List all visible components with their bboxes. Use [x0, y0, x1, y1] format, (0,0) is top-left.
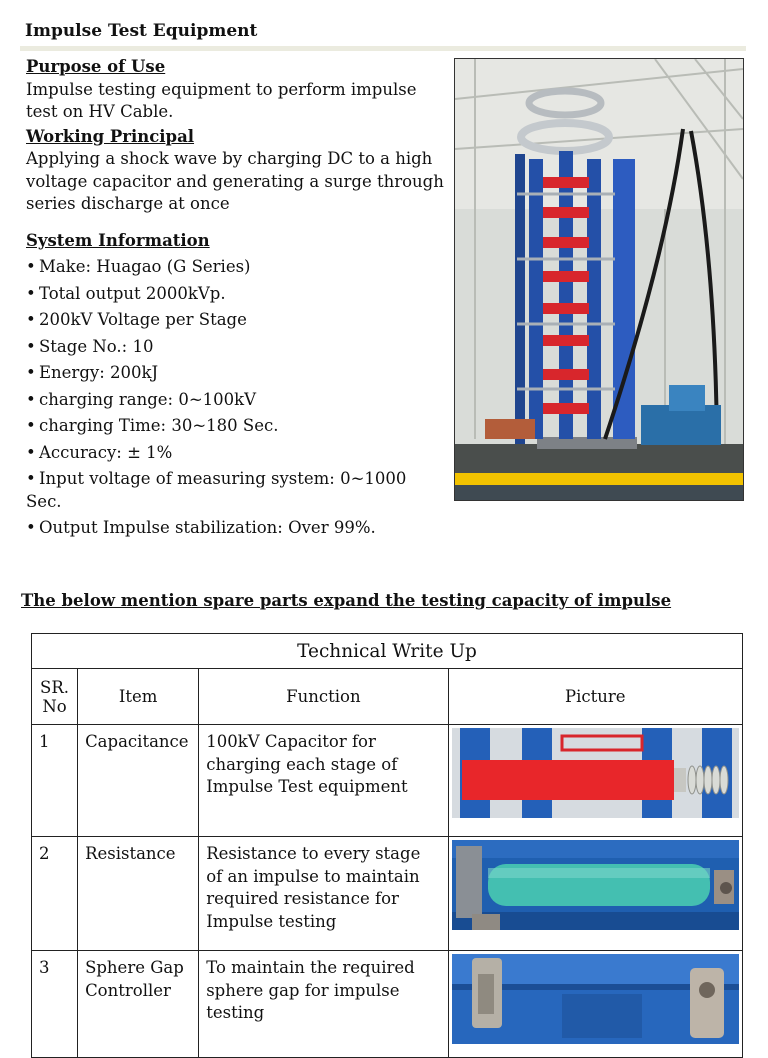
impulse-generator-photo: [454, 58, 744, 501]
table-row: [32, 837, 743, 951]
header-sr: SR. No: [32, 669, 78, 725]
purpose-heading: Purpose of Use: [26, 57, 166, 76]
list-item: • Make: Huagao (G Series): [26, 257, 251, 276]
technical-table: [31, 633, 743, 1058]
table-caption: Technical Write Up: [32, 634, 743, 669]
spare-parts-heading: The below mention spare parts expand the testing capacity of impulse: [21, 591, 672, 610]
purpose-text: Impulse testing equipment to perform impulse test on HV Cable.: [26, 79, 417, 121]
info-column: [26, 56, 446, 544]
title-divider: [20, 46, 746, 51]
sr-cell: 3: [32, 951, 78, 1058]
list-item: • Accuracy: ± 1%: [26, 442, 173, 462]
sr-cell: 1: [32, 725, 78, 837]
function-cell: Resistance to every stage of an impulse to maintain required resistance for Impulse testing: [199, 837, 448, 951]
item-cell: Sphere Gap Controller: [78, 951, 199, 1058]
list-item: • Total output 2000kVp.: [26, 283, 226, 303]
list-item: • Input voltage of measuring system: 0~1000 Sec.: [26, 469, 407, 511]
table-row: [32, 725, 743, 837]
function-cell: To maintain the required sphere gap for impulse testing: [199, 951, 448, 1058]
list-item: • 200kV Voltage per Stage: [26, 310, 247, 329]
item-cell: Capacitance: [78, 725, 199, 837]
list-item: • charging range: 0~100kV: [26, 389, 257, 409]
sr-cell: 2: [32, 837, 78, 951]
principle-heading: Working Principal: [26, 126, 195, 146]
list-item: • charging Time: 30~180 Sec.: [26, 416, 279, 435]
capacitor-picture: [448, 725, 742, 837]
item-cell: Resistance: [78, 837, 199, 951]
table-header-row: [32, 669, 743, 725]
resistor-picture: [448, 837, 742, 951]
sphere-gap-picture: [448, 951, 742, 1058]
principle-text: Applying a shock wave by charging DC to a high voltage capacitor and generating a surge through series discharge at once: [26, 149, 444, 213]
system-list: [26, 256, 446, 540]
list-item: • Stage No.: 10: [26, 336, 154, 356]
header-item: Item: [78, 669, 199, 725]
table-row: [32, 951, 743, 1058]
header-function: Function: [199, 669, 448, 725]
system-heading: System Information: [26, 230, 210, 250]
page-title: Impulse Test Equipment: [25, 21, 258, 41]
list-item: • Energy: 200kJ: [26, 363, 159, 382]
function-cell: 100kV Capacitor for charging each stage of Impulse Test equipment: [199, 725, 448, 837]
list-item: • Output Impulse stabilization: Over 99%.: [26, 518, 376, 537]
header-picture: Picture: [448, 669, 742, 725]
